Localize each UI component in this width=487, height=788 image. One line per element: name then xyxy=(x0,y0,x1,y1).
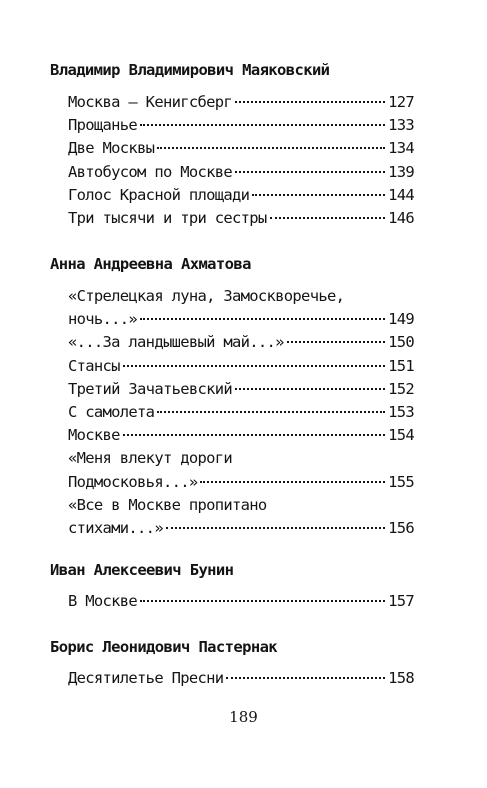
author-heading: Владимир Владимирович Маяковский xyxy=(50,61,330,79)
toc-entry[interactable] xyxy=(68,331,414,354)
dot-leader xyxy=(123,434,385,436)
toc-entry[interactable] xyxy=(68,401,414,424)
toc-entry[interactable] xyxy=(68,184,414,207)
entry-title: Десятилетье Пресни xyxy=(68,669,224,687)
entry-page: 155 xyxy=(388,472,414,491)
dot-leader xyxy=(235,388,385,390)
dot-leader xyxy=(157,147,385,149)
entry-page: 146 xyxy=(388,208,414,227)
entry-title: Три тысячи и три сестры xyxy=(68,208,267,227)
dot-leader xyxy=(252,194,385,196)
toc-entry[interactable] xyxy=(68,667,414,690)
entry-title: ночь...» xyxy=(68,310,138,329)
entry-title: С самолета xyxy=(68,402,155,421)
dot-leader xyxy=(140,318,385,320)
toc-entry[interactable] xyxy=(68,590,414,613)
entry-title: Москва — Кенигсберг xyxy=(68,93,233,111)
entry-title: «...За ландышевый май...» xyxy=(68,333,284,352)
dot-leader xyxy=(166,527,385,529)
page-number: 189 xyxy=(229,708,258,726)
entry-title-line1: «Стрелецкая луна, Замоскворечье, xyxy=(68,287,345,305)
toc-list xyxy=(68,285,414,540)
dot-leader xyxy=(140,124,385,126)
entry-page: 134 xyxy=(388,139,414,158)
dot-leader xyxy=(157,411,385,413)
entry-page: 149 xyxy=(388,310,414,329)
entry-title-line1: «Все в Москве пропитано xyxy=(68,495,267,514)
toc-entry[interactable] xyxy=(68,91,414,114)
entry-page: 151 xyxy=(388,356,414,375)
entry-title: Голос Красной площади xyxy=(68,185,250,204)
toc-entry[interactable] xyxy=(68,114,414,137)
toc-entry[interactable] xyxy=(68,517,414,540)
entry-title: Стансы xyxy=(68,356,120,375)
entry-page: 150 xyxy=(388,333,414,352)
toc-entry[interactable] xyxy=(68,207,414,230)
entry-page: 133 xyxy=(388,116,414,135)
author-heading: Иван Алексеевич Бунин xyxy=(50,561,234,579)
dot-leader xyxy=(287,341,385,343)
author-heading: Борис Леонидович Пастернак xyxy=(50,638,278,656)
entry-page: 158 xyxy=(388,669,414,687)
entry-title-line1: «Меня влекут дороги xyxy=(68,449,233,468)
entry-title: Подмосковья...» xyxy=(68,472,198,491)
entry-page: 156 xyxy=(388,518,414,537)
toc-entry[interactable] xyxy=(68,308,414,331)
toc-entry[interactable] xyxy=(68,161,414,184)
entry-title: Автобусом по Москве xyxy=(68,162,233,181)
dot-leader xyxy=(200,481,385,483)
entry-page: 154 xyxy=(388,426,414,445)
toc-entry[interactable] xyxy=(68,471,414,494)
entry-page: 157 xyxy=(388,592,414,610)
toc-list xyxy=(68,91,414,230)
toc-list xyxy=(68,590,414,613)
entry-title: Две Москвы xyxy=(68,139,155,158)
entry-page: 139 xyxy=(388,162,414,181)
dot-leader xyxy=(235,171,385,173)
entry-title: Москве xyxy=(68,426,120,445)
dot-leader xyxy=(140,600,385,602)
dot-leader xyxy=(226,677,385,679)
dot-leader xyxy=(270,217,386,219)
toc-list xyxy=(68,667,414,690)
dot-leader xyxy=(235,101,385,103)
entry-title: Третий Зачатьевский xyxy=(68,379,233,398)
entry-title: стихами...» xyxy=(68,518,163,537)
entry-page: 144 xyxy=(388,185,414,204)
entry-title: В Москве xyxy=(68,592,138,610)
entry-page: 127 xyxy=(388,93,414,111)
toc-entry[interactable] xyxy=(68,137,414,160)
toc-entry[interactable] xyxy=(68,355,414,378)
toc-entry[interactable] xyxy=(68,424,414,447)
dot-leader xyxy=(123,365,385,367)
toc-entry[interactable] xyxy=(68,378,414,401)
author-heading: Анна Андреевна Ахматова xyxy=(50,255,251,273)
entry-title: Прощанье xyxy=(68,116,138,135)
entry-page: 152 xyxy=(388,379,414,398)
entry-page: 153 xyxy=(388,402,414,421)
